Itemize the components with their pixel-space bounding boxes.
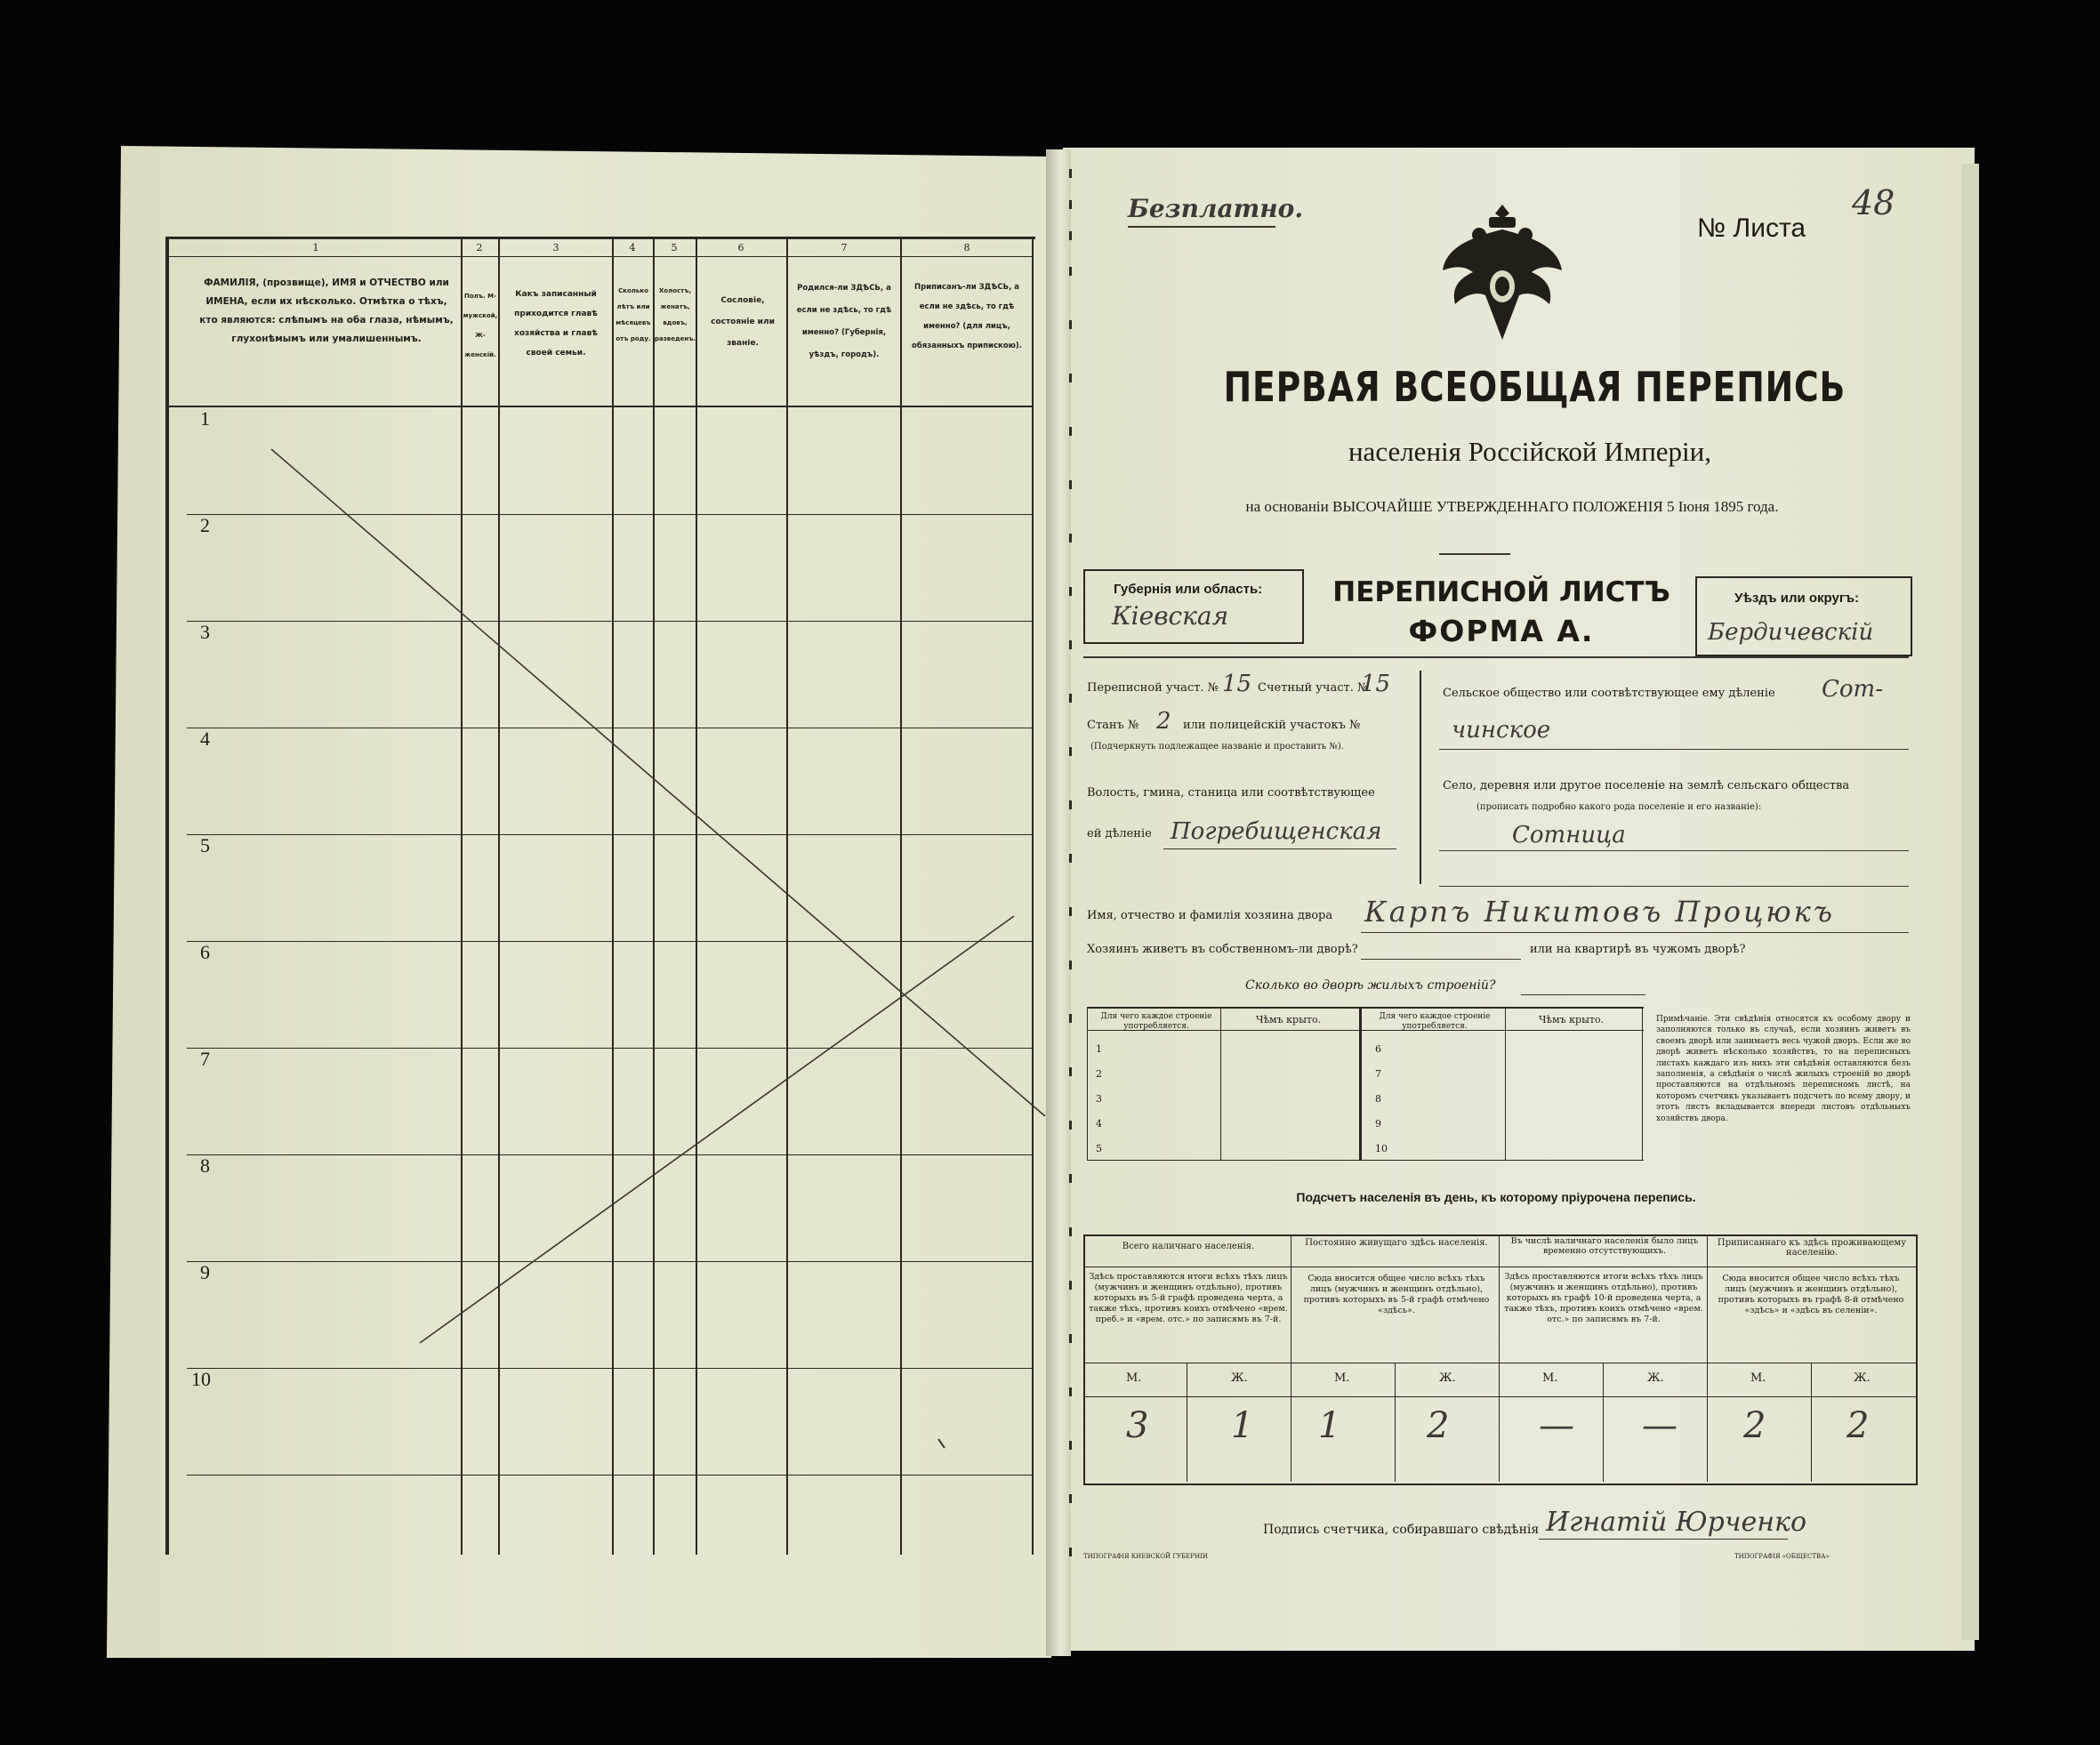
column-number: 6 [737, 242, 744, 253]
stan-label: Станъ № [1087, 719, 1139, 732]
buildings-row-number: 9 [1375, 1118, 1381, 1130]
count-header: Всего наличнаго населенія. [1122, 1242, 1255, 1251]
row-number: 1 [200, 407, 210, 430]
buildings-row-number: 10 [1375, 1143, 1388, 1154]
column-header-age: Сколько лѣтъ или мѣсяцевъ отъ роду. [616, 287, 651, 342]
row-number: 8 [200, 1154, 210, 1177]
own-house-label: Хозяинъ живетъ въ собственномъ-ли дворѣ? [1087, 943, 1358, 956]
society-value-cont: чинское [1452, 717, 1551, 744]
buildings-header: Для чего каждое строеніе употребляется. [1100, 1012, 1212, 1031]
row-number: 10 [191, 1368, 211, 1390]
column-header-sex: Полъ. М-мужской, Ж-женскій. [463, 293, 498, 358]
province-label: Губернія или область: [1114, 582, 1263, 597]
buildings-row-number: 8 [1375, 1093, 1381, 1105]
sex-label: М. [1126, 1371, 1142, 1385]
sheet-number-label: № Листа [1697, 213, 1806, 243]
volost-value: Погребищенская [1171, 818, 1382, 845]
column-number: 1 [312, 242, 319, 253]
count-value-total-female: 1 [1231, 1405, 1254, 1446]
column-header-birthplace: Родился-ли ЗДѢСЬ, а если не здѣсь, то гдѣ именно? (Губернія, уѣздъ, городъ). [796, 284, 892, 359]
count-value-temporary-female: — [1642, 1405, 1678, 1446]
buildings-row-number: 2 [1096, 1068, 1102, 1080]
buildings-header: Для чего каждое строеніе употребляется. [1379, 1012, 1491, 1031]
sex-label: Ж. [1231, 1371, 1248, 1385]
stan-value: 2 [1156, 708, 1171, 735]
count-value-permanent-male: 1 [1318, 1405, 1341, 1446]
count-subheader: Сюда вносится общее число всѣхъ тѣхъ лицъ (мужчинъ и женщинъ отдѣльно), противъ которыхъ въ 5-й графѣ отмѣчено «здѣсь». [1303, 1274, 1490, 1315]
row-number: 2 [200, 514, 210, 536]
buildings-row-number: 3 [1096, 1093, 1102, 1105]
signature-label: Подпись счетчика, собиравшаго свѣдѣнія [1263, 1523, 1540, 1537]
census-area-label: Переписной участ. № [1087, 681, 1219, 695]
buildings-row-number: 7 [1375, 1068, 1381, 1080]
sex-label: Ж. [1854, 1371, 1871, 1385]
footnote: Примѣчаніе. Эти свѣдѣнія относятся къ особому двору и заполняются только въ случаѣ, если хозяинъ живетъ въ своемъ дворѣ или занимаетъ весь чужой дворъ. Если же во дворѣ живетъ нѣсколько хозяйствъ, то на переписныхъ листахъ каждаго изъ нихъ эти свѣдѣнія оставляются безъ заполненія, а свѣдѣнія о числѣ жилыхъ строеній во дворѣ проставляются на отдѣльномъ переписномъ листѣ, на которомъ счетчикъ указываетъ подсчетъ по всему двору, и этотъ листъ вкладывается впереди листовъ отдѣльныхъ хозяйствъ двора. [1656, 1015, 1911, 1123]
village-label: Село, деревня или другое поселеніе на землѣ сельскаго общества [1443, 779, 1850, 792]
buildings-header: Чѣмъ крыто. [1539, 1014, 1605, 1025]
imperial-eagle-emblem [1439, 201, 1565, 345]
buildings-label: Сколько во дворѣ жилыхъ строеній? [1245, 978, 1496, 993]
legal-basis: на основаніи ВЫСОЧАЙШЕ УТВЕРЖДЕННАГО ПОЛОЖЕНІЯ 5 Іюня 1895 года. [1245, 498, 1779, 515]
free-label: Безплатно. [1128, 194, 1304, 223]
form-letter: ФОРМА А. [1408, 614, 1595, 648]
count-value-total-male: 3 [1126, 1405, 1149, 1446]
stan-note: (Подчеркнуть подлежащее названіе и проставить №). [1090, 742, 1344, 752]
count-header: Постоянно живущаго здѣсь населенія. [1305, 1238, 1488, 1248]
province-value: Кіевская [1112, 601, 1229, 631]
column-number: 7 [841, 242, 848, 253]
rented-label: или на квартирѣ въ чужомъ дворѣ? [1530, 943, 1746, 956]
count-subheader: Сюда вносится общее число всѣхъ тѣхъ лицъ (мужчинъ и женщинъ отдѣльно), противъ которыхъ въ графѣ 8-й отмѣчено «здѣсь» и «здѣсь въ селеніи». [1718, 1274, 1904, 1315]
society-value: Сот- [1822, 676, 1883, 703]
village-value: Сотница [1512, 822, 1626, 848]
district-value: Бердичевскій [1708, 619, 1874, 646]
buildings-row-number: 1 [1096, 1043, 1102, 1055]
sheet-number-value: 48 [1852, 183, 1895, 222]
count-subheader: Здѣсь проставляются итоги всѣхъ тѣхъ лицъ (мужчинъ и женщинъ отдѣльно), противъ которыхъ въ графѣ 10-й проведена черта, а также тѣхъ, противъ коихъ отмѣчено «врем. отс.» по записямъ въ 7-й. [1504, 1272, 1703, 1324]
buildings-row-numbers [1096, 1037, 1114, 1162]
count-value-temporary-male: — [1539, 1405, 1574, 1446]
sex-label: М. [1542, 1371, 1558, 1385]
count-value-registered-female: 2 [1847, 1405, 1870, 1446]
sex-label: М. [1750, 1371, 1766, 1385]
form-title: ПЕРЕПИСНОЙ ЛИСТЪ [1332, 576, 1670, 608]
buildings-row-numbers [1375, 1037, 1396, 1162]
owner-value: Карпъ Никитовъ Процюкъ [1364, 895, 1835, 929]
column-number: 3 [552, 242, 559, 253]
volost-label: Волость, гмина, станица или соотвѣтствующее [1087, 786, 1375, 800]
sex-label: Ж. [1439, 1371, 1456, 1385]
buildings-row-number: 6 [1375, 1043, 1381, 1055]
count-value-registered-male: 2 [1743, 1405, 1766, 1446]
buildings-header: Чѣмъ крыто. [1256, 1014, 1322, 1025]
page-subtitle: населенія Россійской Имперіи, [1348, 436, 1712, 467]
column-number: 5 [671, 242, 678, 253]
volost-label-cont: ей дѣленіе [1087, 827, 1152, 840]
count-title: Подсчетъ населенія въ день, къ которому пріурочена перепись. [1296, 1190, 1696, 1204]
owner-label: Имя, отчество и фамилія хозяина двора [1087, 909, 1333, 922]
row-number: 9 [200, 1261, 210, 1283]
counting-area-label: Счетный участ. № [1258, 681, 1369, 695]
buildings-row-number: 4 [1096, 1118, 1102, 1130]
count-header: Въ числѣ наличнаго населенія было лицъ временно отсутствующихъ. [1510, 1236, 1699, 1256]
row-number: 7 [200, 1048, 210, 1070]
row-number: 4 [200, 728, 210, 750]
count-header: Приписаннаго къ здѣсь проживающему населенію. [1717, 1238, 1907, 1258]
printer-imprint: ТИПОГРАФІЯ КИЕВСКОЙ ГУБЕРНІИ [1083, 1553, 1208, 1560]
column-number: 2 [476, 242, 483, 253]
page-title: ПЕРВАЯ ВСЕОБЩАЯ ПЕРЕПИСЬ [1223, 363, 1847, 411]
column-number: 8 [963, 242, 970, 253]
census-area-value: 15 [1222, 671, 1252, 697]
sex-label: М. [1334, 1371, 1350, 1385]
column-number: 4 [629, 242, 636, 253]
column-header-registration: Приписанъ-ли ЗДѢСЬ, а если не здѣсь, то гдѣ именно? (для лицъ, обязанныхъ припискою). [912, 283, 1022, 350]
counting-area-value: 15 [1361, 671, 1391, 697]
count-subheader: Здѣсь проставляются итоги всѣхъ тѣхъ лицъ (мужчинъ и женщинъ отдѣльно), противъ которыхъ въ 5-й графѣ проведена черта, а также тѣхъ, противъ коихъ отмѣчено «врем. преб.» и «врем. отс.» по записямъ въ 7-й. [1089, 1272, 1288, 1324]
stan-label-rest: или полицейскій участокъ № [1183, 719, 1361, 732]
signature-value: Игнатій Юрченко [1546, 1507, 1807, 1538]
column-header-marital: Холостъ, женатъ, вдовъ, разведенъ. [655, 287, 696, 342]
column-header-relation: Какъ записанный приходится главѣ хозяйства и главѣ своей семьи. [514, 290, 598, 358]
sex-label: Ж. [1647, 1371, 1664, 1385]
society-label: Сельское общество или соотвѣтствующее ему дѣленіе [1443, 687, 1775, 700]
column-header-estate: Сословіе, состояніе или званіе. [711, 296, 775, 348]
count-value-permanent-female: 2 [1427, 1405, 1450, 1446]
row-number: 3 [200, 621, 210, 643]
printer-imprint: ТИПОГРАФІЯ «ОБЩЕСТВА» [1734, 1553, 1830, 1560]
row-number: 5 [200, 834, 210, 856]
column-header-name: ФАМИЛІЯ, (прозвище), ИМЯ и ОТЧЕСТВО или ИМЕНА, если их нѣсколько. Отмѣтка о тѣхъ, кто являются: слѣпымъ на оба глаза, нѣмымъ, глухонѣмымъ или умалишеннымъ. [199, 277, 454, 344]
row-number: 6 [200, 941, 210, 963]
buildings-row-number: 5 [1096, 1143, 1102, 1154]
village-note: (прописать подробно какого рода поселеніе и его названіе): [1476, 802, 1762, 812]
district-label: Уѣздъ или округъ: [1734, 591, 1860, 606]
